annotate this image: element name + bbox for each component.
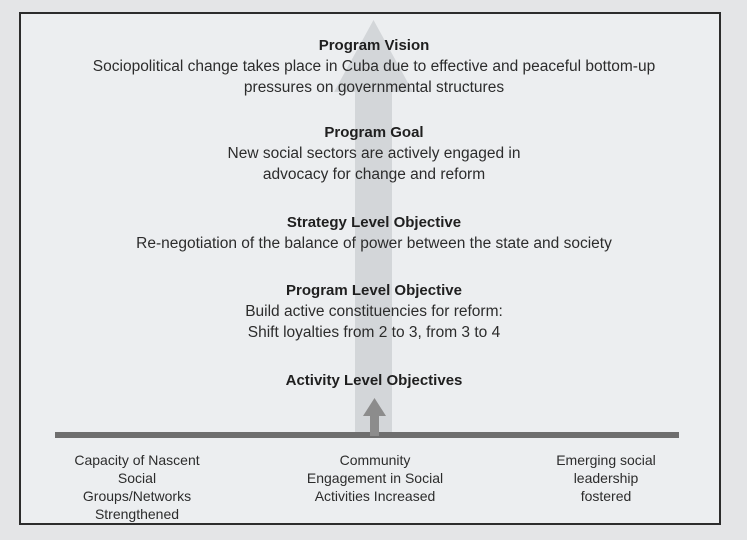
strategy-objective-heading: Strategy Level Objective: [286, 214, 462, 231]
outcome-capacity-line: Capacity of Nascent: [74, 452, 200, 468]
program-objective-heading: Program Level Objective: [286, 282, 462, 299]
activity-objectives-heading: Activity Level Objectives: [285, 372, 463, 389]
outcome-capacity-line: Strengthened: [94, 506, 180, 522]
outcome-leadership: [521, 451, 691, 505]
outcome-community-line: Activities Increased: [314, 488, 436, 504]
outcome-capacity-line: Social: [117, 470, 157, 486]
outcome-leadership-line: fostered: [580, 488, 632, 504]
strategy-objective-line-1: Re-negotiation of the balance of power between the state and society: [136, 235, 612, 252]
program-goal-heading: Program Goal: [324, 124, 424, 141]
program-goal-line-2: advocacy for change and reform: [262, 166, 486, 183]
outcome-capacity: [52, 451, 222, 523]
outcome-leadership-line: leadership: [573, 470, 639, 486]
outcome-community: [290, 451, 460, 505]
outcome-leadership-line: Emerging social: [556, 452, 656, 468]
program-goal-line-1: New social sectors are actively engaged in: [227, 145, 521, 162]
program-goal-section: [40, 123, 708, 185]
activity-objectives-section: [40, 371, 708, 391]
program-vision-line-2: pressures on governmental structures: [243, 79, 505, 96]
program-vision-line-1: Sociopolitical change takes place in Cuba due to effective and peaceful bottom-up: [92, 58, 656, 75]
program-vision-section: [40, 36, 708, 98]
program-objective-line-2: Shift loyalties from 2 to 3, from 3 to 4: [247, 324, 501, 341]
base-bar: [55, 432, 679, 438]
outcome-community-line: Engagement in Social: [306, 470, 444, 486]
outcome-capacity-line: Groups/Networks: [82, 488, 192, 504]
program-vision-heading: Program Vision: [318, 37, 430, 54]
program-objective-section: [40, 281, 708, 343]
program-objective-line-1: Build active constituencies for reform:: [245, 303, 503, 320]
outcome-community-line: Community: [339, 452, 411, 468]
strategy-objective-section: [40, 213, 708, 254]
